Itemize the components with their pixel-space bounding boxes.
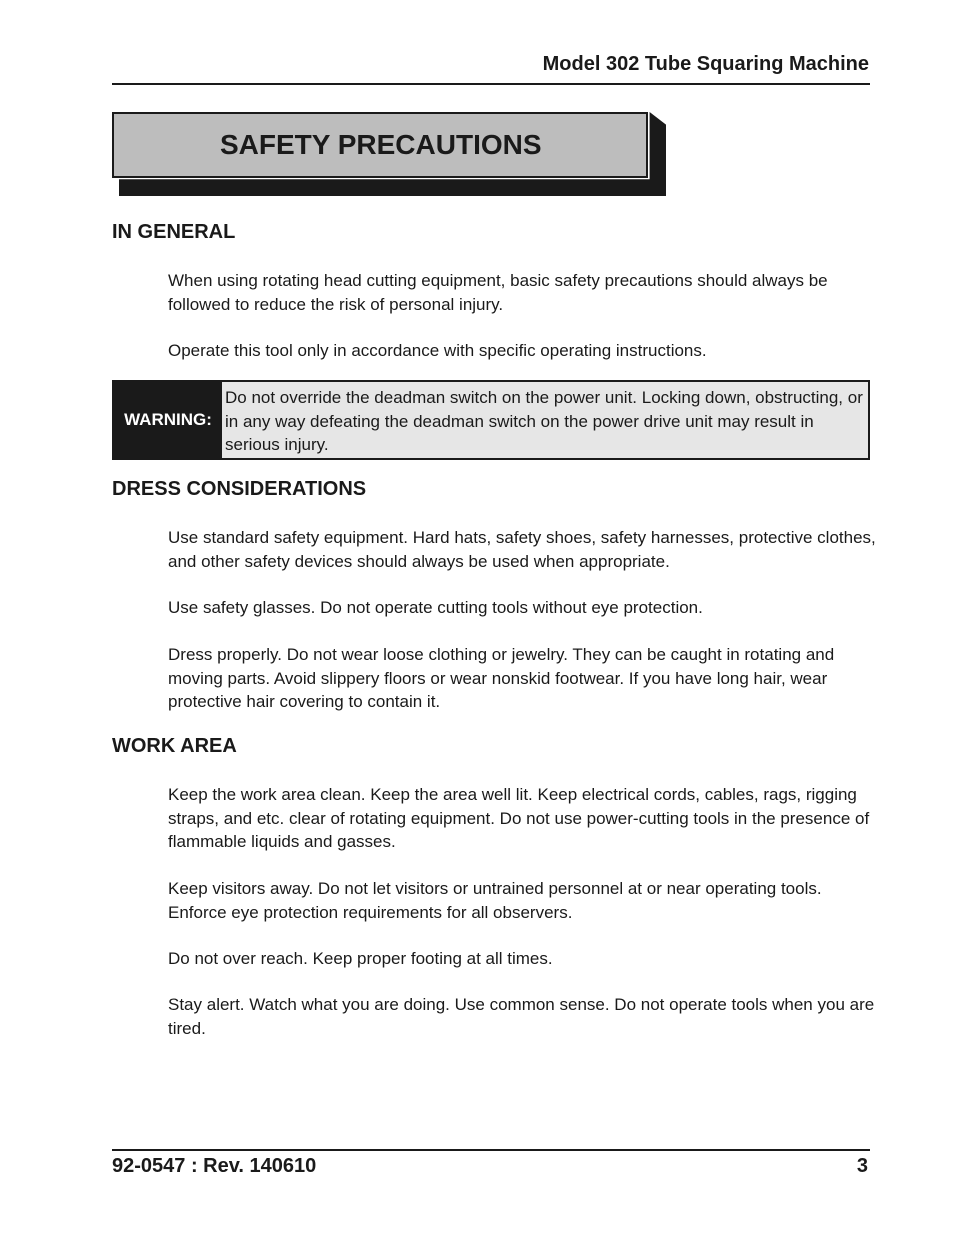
paragraph: Keep the work area clean. Keep the area well lit. Keep electrical cords, cables, rags, rigging straps, and etc. clear of rotating equipment. Do not use power-cutting tools in the presence of flammable liquids and gasses. — [168, 785, 870, 851]
page-number: 3 — [856, 1155, 868, 1177]
paragraph: Operate this tool only in accordance with specific operating instructions. — [168, 341, 707, 360]
page-header-title: Model 302 Tube Squaring Machine — [542, 53, 869, 75]
warning-label: WARNING: — [114, 382, 222, 458]
paragraph: Use safety glasses. Do not operate cutting tools without eye protection. — [168, 598, 703, 617]
paragraph: Do not over reach. Keep proper footing at all times. — [168, 949, 553, 968]
title-banner — [112, 112, 648, 178]
paragraph: Dress properly. Do not wear loose clothing or jewelry. They can be caught in rotating and moving parts. Avoid slippery floors or wear nonskid footwear. If you have long hair, wear protective hair covering to contain it. — [168, 645, 835, 711]
section-heading-dress-considerations: DRESS CONSIDERATIONS — [112, 478, 367, 500]
paragraph: Stay alert. Watch what you are doing. Use common sense. Do not operate tools when you are tired. — [168, 995, 875, 1038]
footer-rule — [112, 1149, 870, 1151]
paragraph: When using rotating head cutting equipment, basic safety precautions should always be followed to reduce the risk of personal injury. — [168, 271, 828, 314]
warning-box — [112, 380, 870, 460]
page-title: SAFETY PRECAUTIONS — [220, 129, 542, 160]
header-rule — [112, 83, 870, 85]
paragraph: Use standard safety equipment. Hard hats, safety shoes, safety harnesses, protective clothes, and other safety devices should always be used when appropriate. — [168, 528, 876, 571]
warning-text: Do not override the deadman switch on the power unit. Locking down, obstructing, or in any way defeating the deadman switch on the power drive unit may result in serious injury. — [225, 388, 863, 454]
paragraph: Keep visitors away. Do not let visitors or untrained personnel at or near operating tools. Enforce eye protection requirements for all observers. — [168, 879, 822, 922]
section-heading-work-area: WORK AREA — [112, 735, 237, 757]
section-heading-in-general: IN GENERAL — [112, 221, 236, 243]
document-revision: 92-0547 : Rev. 140610 — [112, 1155, 317, 1177]
